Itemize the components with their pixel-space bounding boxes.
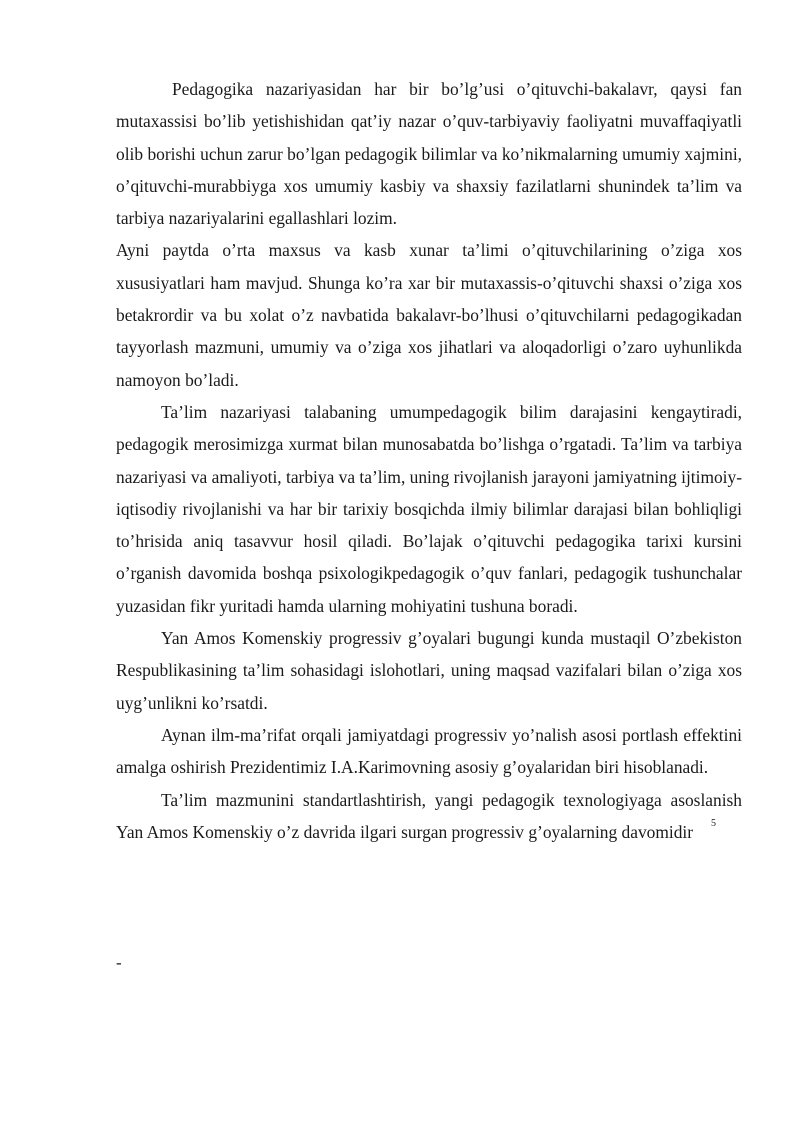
trailing-dash: - — [116, 953, 122, 972]
paragraph-1: Pedagogika nazariyasidan har bir bo’lg’usi o’qituvchi-bakalavr, qaysi fan mutaxassisi bo’lib yetishishidan qat’iy nazar o’quv-tarbiyaviy faoliyatni muvaffaqiyatli olib borishi uchun zarur bo’lgan pedagogik bilimlar va ko’nikmalarning umumiy xajmini, o’qituvchi-murabbiyga xos umumiy kasbiy va shaxsiy fazilatlarni shunindek ta’lim va tarbiya nazariyalarini egallashlari lozim. — [116, 79, 742, 229]
footnote-reference: 5 — [711, 817, 717, 829]
paragraph-5: Aynan ilm-ma’rifat orqali jamiyatdagi progressiv yo’nalish asosi portlash effektini amalga oshirish Prezidentimiz I.A.Karimovning asosiy g’oyalaridan biri hisoblanadi. — [116, 724, 742, 778]
paragraph-6 — [116, 784, 742, 849]
paragraph-4: Yan Amos Komenskiy progressiv g’oyalari bugungi kunda mustaqil O’zbekiston Respublikasining ta’lim sohasidagi islohotlari, uning maqsad vazifalari bilan o’ziga xos uyg’unlikni ko’rsatdi. — [116, 628, 742, 713]
paragraph-2: Ayni paytda o’rta maxsus va kasb xunar ta’limi o’qituvchilarining o’ziga xos xususiyatlari ham mavjud. Shunga ko’ra xar bir mutaxassis-o’qituvchi shaxsi o’ziga xos betakrordir va bu xolat o’z navbatida bakalavr-bo’lhusi o’qituvchilarni pedagogikadan tayyorlash mazmuni, umumiy va o’ziga xos jihatlari va aloqadorligi o’zaro uyhunlikda namoyon bo’ladi. — [116, 240, 742, 390]
body-text — [116, 73, 742, 848]
paragraph-6-text: Ta’lim mazmunini standartlashtirish, yangi pedagogik texnologiyaga asoslanish Yan Amos Komenskiy o’z davrida ilgari surgan progressiv g’oyalarning davomidir — [116, 789, 742, 842]
paragraph-3: Ta’lim nazariyasi talabaning umumpedagogik bilim darajasini kengaytiradi, pedagogik merosimizga xurmat bilan munosabatda bo’lishga o’rgatadi. Ta’lim va tarbiya nazariyasi va amaliyoti, tarbiya va ta’lim, uning rivojlanish jarayoni jamiyatning ijtimoiy-iqtisodiy rivojlanishi va har bir tarixiy bosqichda ilmiy bilimlar darajasi bilan bohliqligi to’hrisida aniq tasavvur hosil qiladi. Bo’lajak o’qituvchi pedagogika tarixi kursini o’rganish davomida boshqa psixologikpedagogik o’quv fanlari, pedagogik tushunchalar yuzasidan fikr yuritadi hamda ularning mohiyatini tushuna boradi. — [116, 401, 742, 616]
